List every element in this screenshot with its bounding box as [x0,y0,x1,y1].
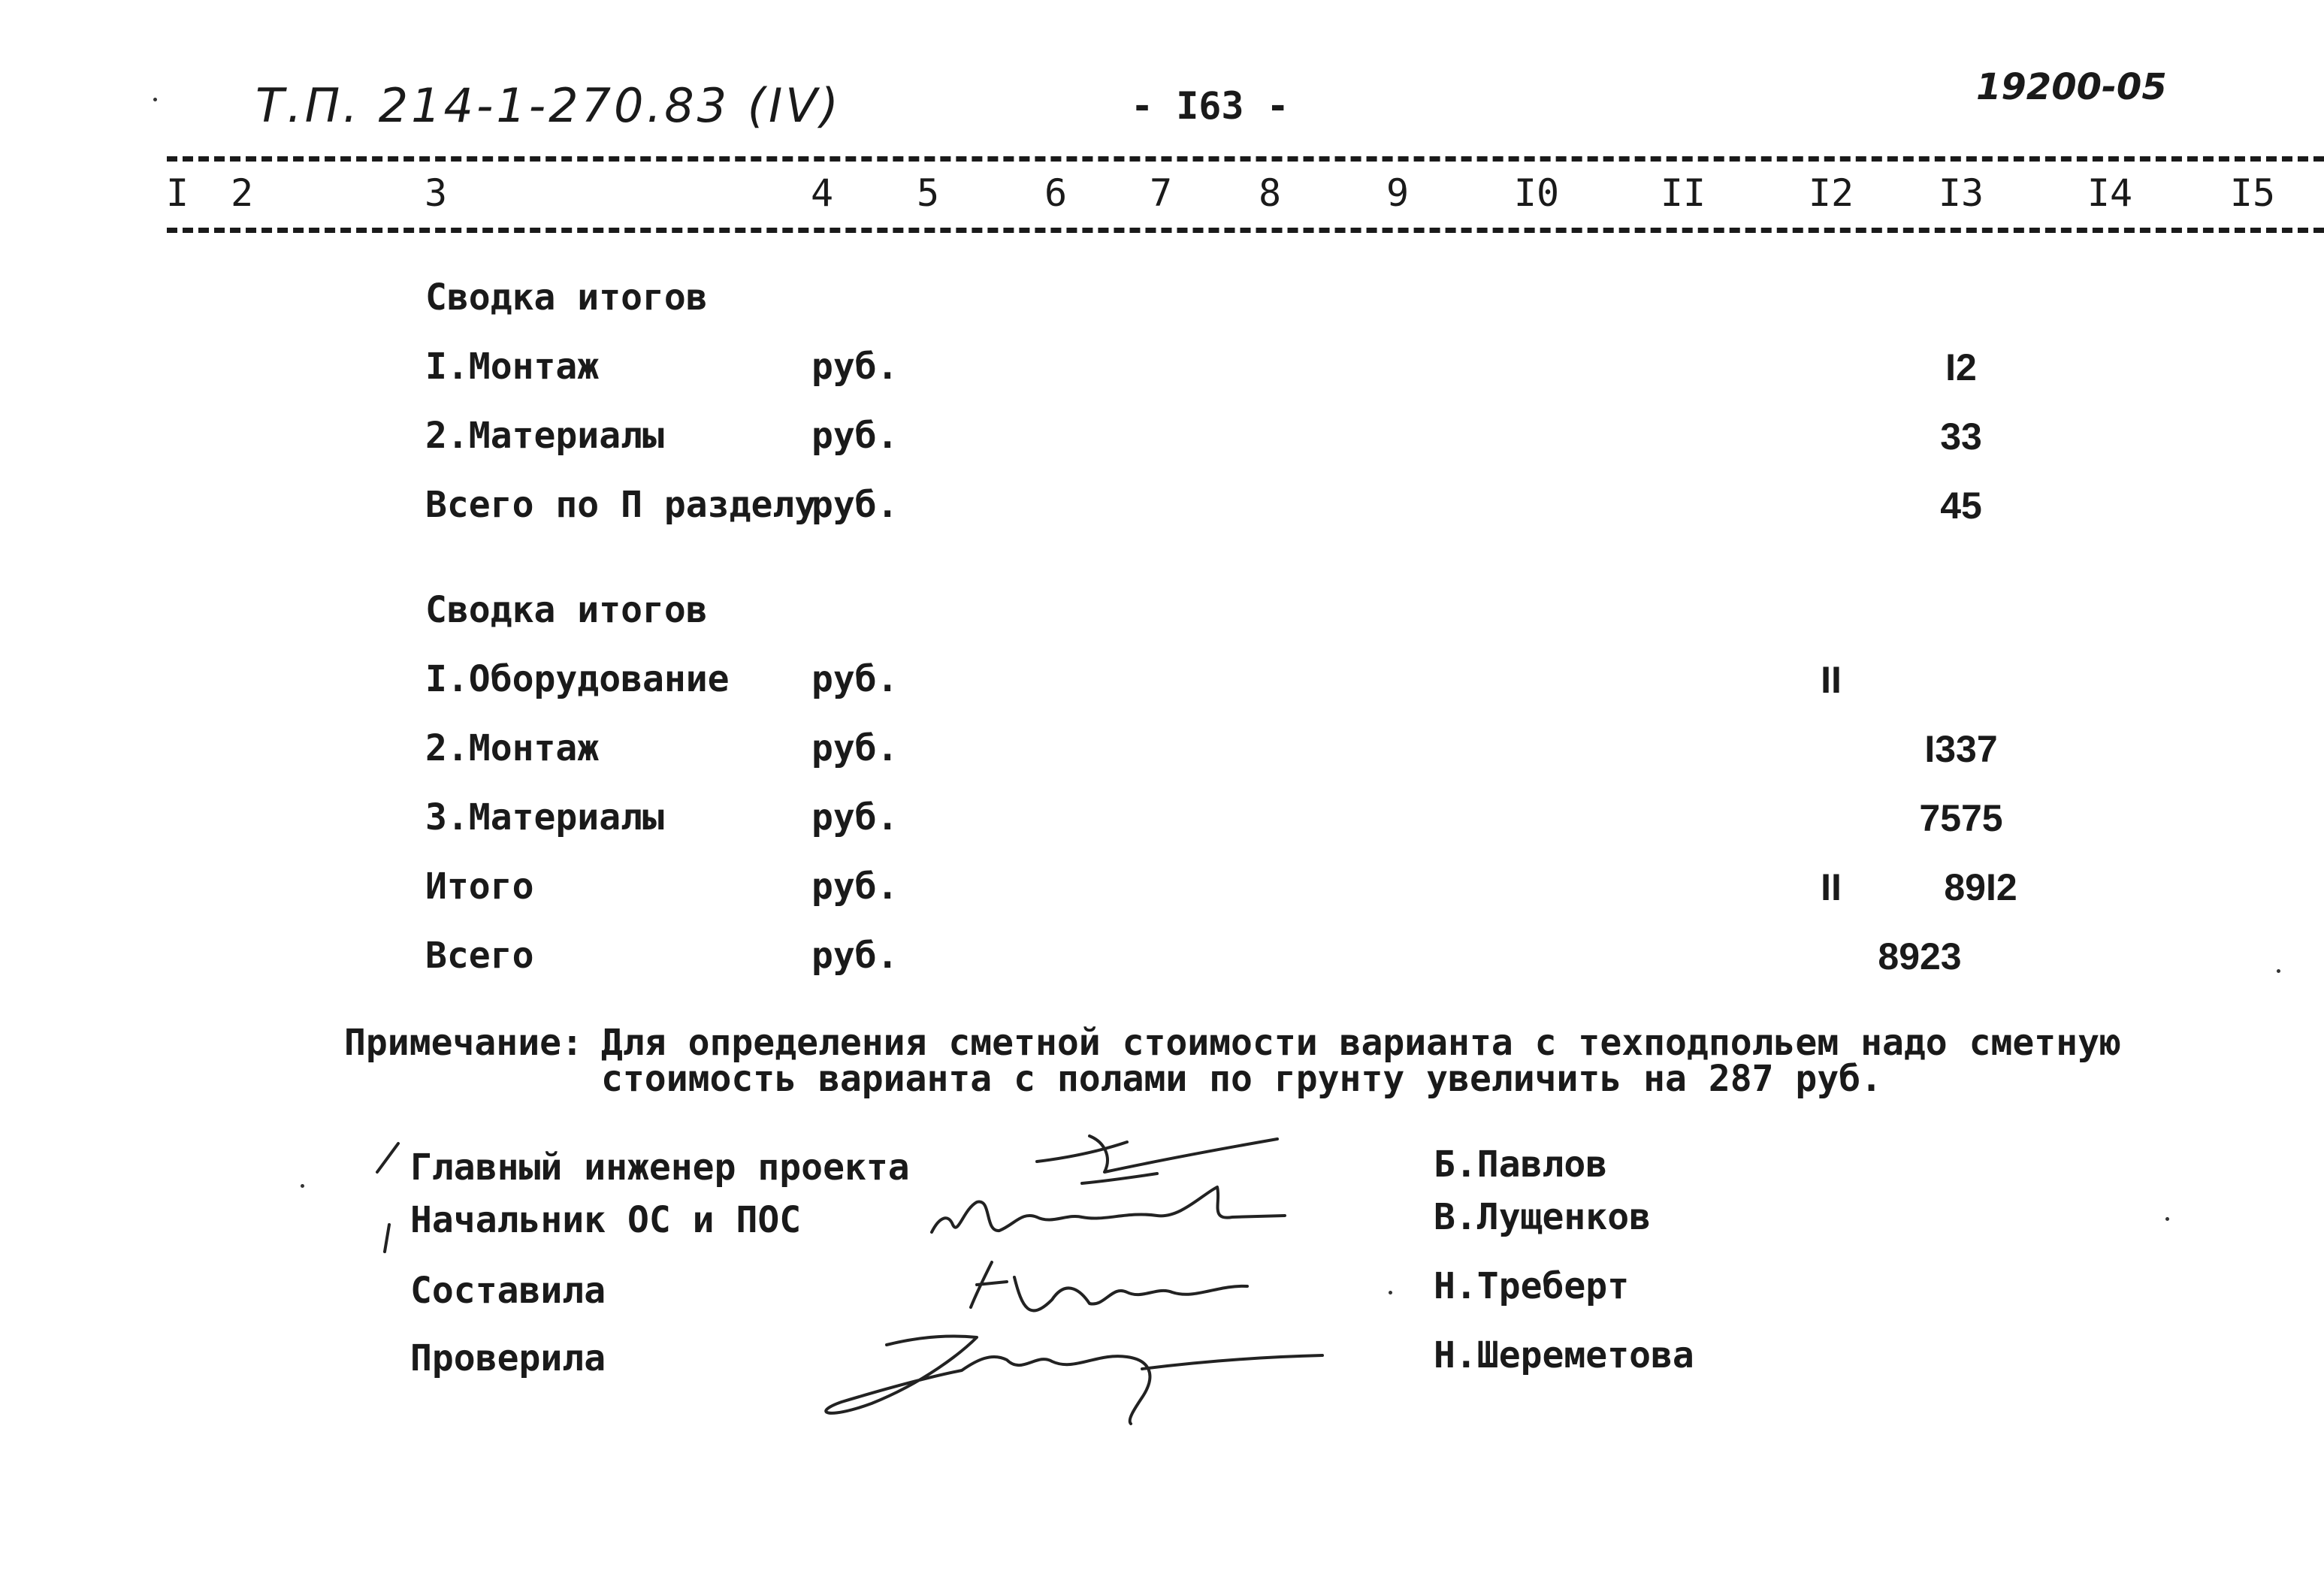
signature-3 [971,1262,1247,1310]
signature-name: В.Лущенков [1434,1196,1651,1238]
signature-name: Н.Треберт [1434,1265,1630,1307]
signature-role: Начальник ОС и ПОС [410,1199,802,1241]
page-number: - I63 - [1131,84,1289,128]
column-number: 3 [424,171,448,215]
row-label: Всего по П разделу [425,484,817,526]
row-label: I.Оборудование [425,658,730,700]
row-unit: руб. [811,346,899,388]
column-number: I [165,171,189,215]
column-number: 4 [810,171,834,215]
row-label: 3.Материалы [425,796,664,838]
column-number: 5 [916,171,940,215]
row-value-col13: 7575 [1919,797,2003,839]
column-number: I3 [1938,171,1984,215]
column-number: I2 [1808,171,1854,215]
row-value-col13: I337 [1924,728,1998,770]
signature-name: Б.Павлов [1434,1143,1608,1186]
row-label: I.Монтаж [425,346,600,388]
scan-speck [1389,1291,1392,1295]
project-code: Т.П. 214-1-270.83 (IV) [255,78,842,133]
row-value-col12: II [1821,659,1842,701]
row-label: 2.Монтаж [425,727,600,769]
column-number: 2 [230,171,254,215]
note-label: Примечание: [344,1022,583,1064]
section-one-title: Сводка итогов [425,276,708,319]
check-mark [385,1225,389,1252]
column-number: 6 [1044,171,1068,215]
row-unit: руб. [811,866,899,908]
row-label: Всего [425,935,534,977]
row-unit: руб. [811,415,899,457]
row-unit: руб. [811,658,899,700]
column-number: I4 [2087,171,2133,215]
column-number: I5 [2229,171,2276,215]
column-number: 7 [1149,171,1173,215]
scan-speck [2277,969,2280,973]
signature-role: Проверила [410,1337,606,1379]
column-number: I0 [1513,171,1560,215]
section-two-title: Сводка итогов [425,589,708,631]
column-number: 8 [1258,171,1282,215]
row-label: 2.Материалы [425,415,664,457]
signature-2 [932,1187,1285,1232]
row-label: Итого [425,866,534,908]
column-number: 9 [1386,171,1410,215]
signature-role: Составила [410,1270,606,1312]
row-unit: руб. [811,796,899,838]
signature-4 [826,1336,1322,1424]
grand-total: 8923 [1878,935,1962,977]
signature-role: Главный инженер проекта [410,1146,910,1189]
row-unit: руб. [811,484,899,526]
row-value-col13: 45 [1940,485,1982,527]
note-line-2: стоимость варианта с полами по грунту увеличить на 287 руб. [601,1058,1883,1100]
row-value-col13: 89I2 [1944,866,2017,908]
row-unit: руб. [811,935,899,977]
row-value-col13: 33 [1940,415,1982,458]
scan-speck [153,98,157,101]
check-mark [377,1143,398,1172]
archive-number: 19200-05 [1976,66,2167,108]
signature-name: Н.Шереметова [1434,1334,1694,1376]
column-number: II [1660,171,1706,215]
note-line-1: Для определения сметной стоимости варианта с техподпольем надо сметную [601,1022,2121,1064]
row-value-col13: I2 [1945,346,1977,388]
scan-speck [2165,1217,2169,1221]
scan-speck [301,1184,304,1188]
row-value-col12: II [1821,866,1842,908]
signature-1 [1037,1136,1277,1183]
row-unit: руб. [811,727,899,769]
